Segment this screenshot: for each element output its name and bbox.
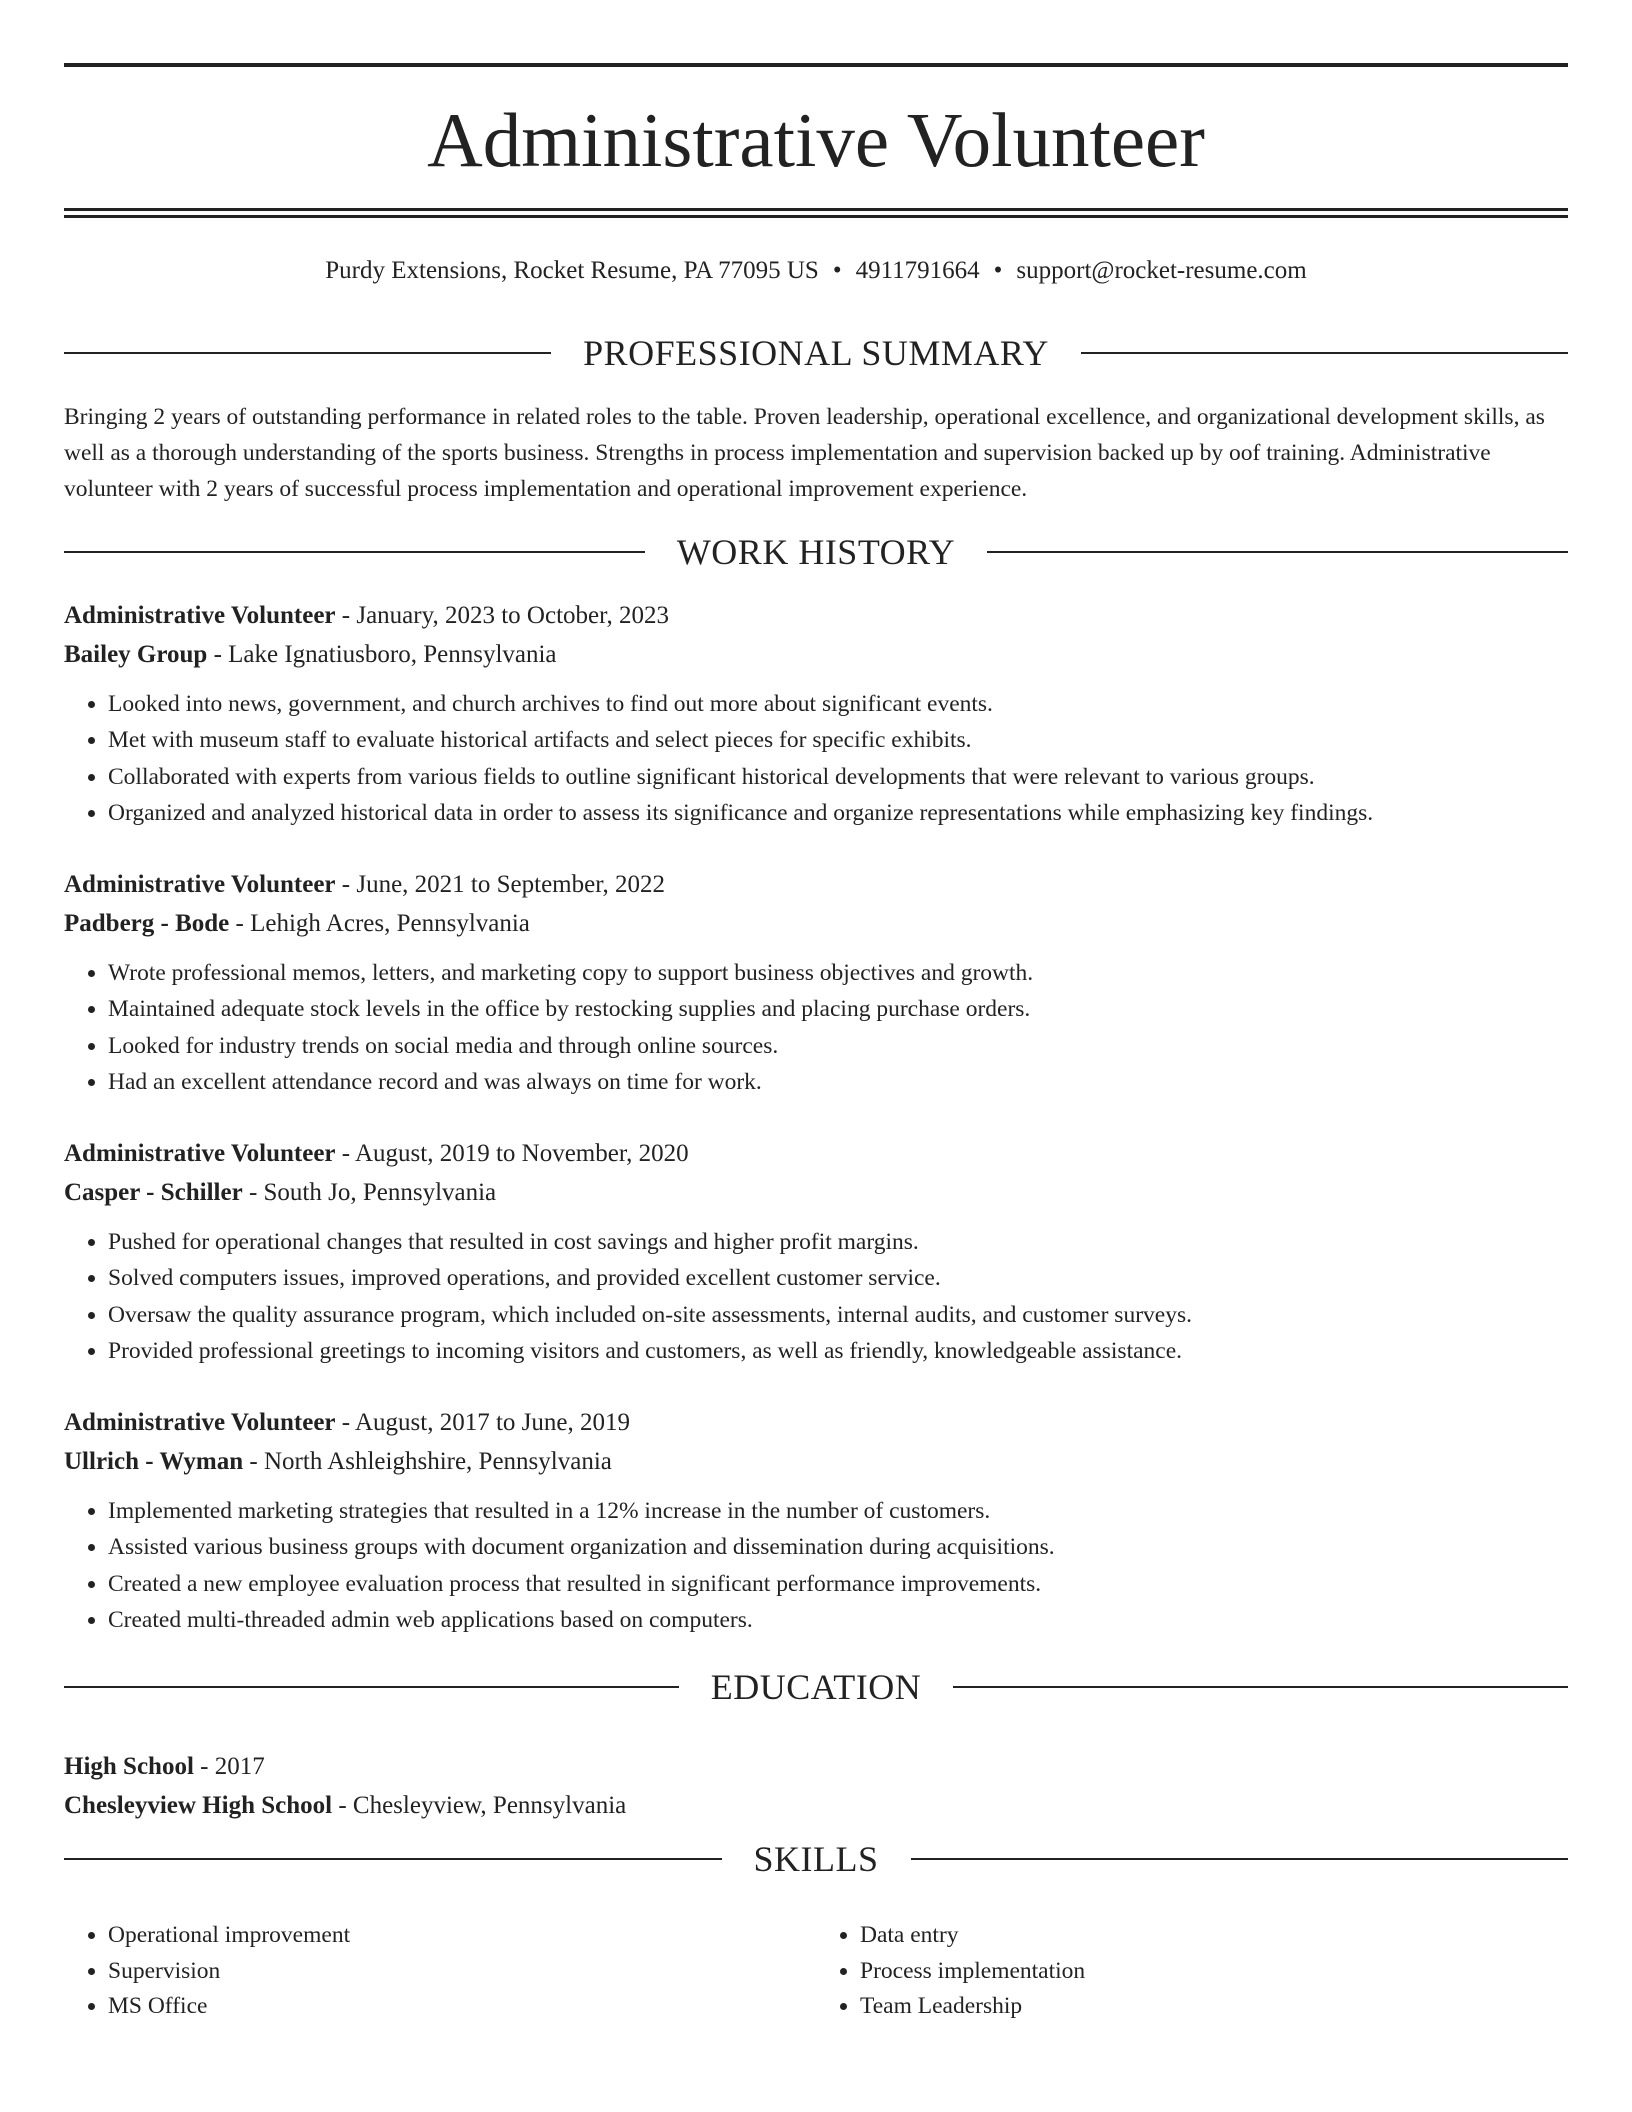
education-school-line <box>64 1786 1568 1825</box>
job-title: Administrative Volunteer <box>64 1409 336 1436</box>
job-title: Administrative Volunteer <box>64 871 336 898</box>
education-year: - 2017 <box>193 1753 265 1780</box>
job-bullet: • Had an excellent attendance record and was always on time for work. <box>108 1064 1568 1100</box>
contact-separator: • <box>832 257 842 284</box>
job-bullet: • Met with museum staff to evaluate historical artifacts and select pieces for specific exhibits. <box>108 722 1568 758</box>
skills-column-left <box>64 1918 816 2025</box>
education-degree: High School <box>64 1753 194 1780</box>
skill-item: • Operational improvement <box>108 1918 816 1954</box>
section-title: SKILLS <box>753 1839 879 1879</box>
job-company: Padberg - Bode <box>64 910 230 937</box>
job-bullet: • Provided professional greetings to incoming visitors and customers, as well as friendly, knowledgeable assistance. <box>108 1333 1568 1369</box>
skill-item: • Data entry <box>860 1918 1568 1954</box>
heading-rule-right <box>953 1686 1568 1688</box>
education-school: Chesleyview High School <box>64 1792 333 1819</box>
contact-line <box>64 254 1568 288</box>
job-entry <box>64 596 1568 831</box>
job-title-line <box>64 1134 1568 1173</box>
job-bullet: • Implemented marketing strategies that resulted in a 12% increase in the number of customers. <box>108 1493 1568 1529</box>
heading-rule-left <box>64 1858 722 1860</box>
job-dates: - January, 2023 to October, 2023 <box>335 602 669 629</box>
education-entry <box>64 1747 1568 1825</box>
section-title: WORK HISTORY <box>676 532 956 572</box>
job-bullet: • Maintained adequate stock levels in the office by restocking supplies and placing purchase orders. <box>108 991 1568 1027</box>
job-entry <box>64 1403 1568 1638</box>
contact-email: support@rocket-resume.com <box>1016 257 1307 284</box>
job-company-line <box>64 635 1568 674</box>
job-bullet: • Looked for industry trends on social media and through online sources. <box>108 1028 1568 1064</box>
candidate-name: Administrative Volunteer <box>427 97 1205 183</box>
job-company: Bailey Group <box>64 641 208 668</box>
heading-rule-right <box>987 551 1568 553</box>
skill-item: • Team Leadership <box>860 1989 1568 2025</box>
job-bullet: • Collaborated with experts from various fields to outline significant historical developments that were relevant to various groups. <box>108 759 1568 795</box>
job-company: Ullrich - Wyman <box>64 1448 244 1475</box>
heading-rule-right <box>1081 352 1568 354</box>
job-title: Administrative Volunteer <box>64 602 336 629</box>
job-bullets <box>64 955 1568 1100</box>
job-title: Administrative Volunteer <box>64 1140 336 1167</box>
skill-item: • Supervision <box>108 1954 816 1990</box>
heading-rule-right <box>911 1858 1569 1860</box>
section-title: PROFESSIONAL SUMMARY <box>583 333 1049 373</box>
job-bullets <box>64 686 1568 831</box>
skills-column-right <box>816 1918 1568 2025</box>
job-dates: - August, 2017 to June, 2019 <box>335 1409 630 1436</box>
education-degree-line <box>64 1747 1568 1786</box>
job-location: - South Jo, Pennsylvania <box>242 1179 497 1206</box>
job-bullet: • Organized and analyzed historical data in order to assess its significance and organize representations while emphasizing key findings. <box>108 795 1568 831</box>
job-bullet: • Created a new employee evaluation process that resulted in significant performance improvements. <box>108 1566 1568 1602</box>
job-entry <box>64 865 1568 1100</box>
job-bullet: • Pushed for operational changes that resulted in cost savings and higher profit margins. <box>108 1224 1568 1260</box>
section-heading-summary <box>64 331 1568 375</box>
job-location: - Lake Ignatiusboro, Pennsylvania <box>207 641 557 668</box>
job-title-line <box>64 596 1568 635</box>
skill-item: • Process implementation <box>860 1954 1568 1990</box>
job-bullet: • Looked into news, government, and church archives to find out more about significant events. <box>108 686 1568 722</box>
contact-separator: • <box>993 257 1003 284</box>
job-title-line <box>64 865 1568 904</box>
section-heading-skills <box>64 1837 1568 1881</box>
job-dates: - August, 2019 to November, 2020 <box>335 1140 689 1167</box>
contact-address: Purdy Extensions, Rocket Resume, PA 77095 US <box>325 257 819 284</box>
top-rule <box>64 63 1568 67</box>
skills-list <box>64 1918 1568 2025</box>
job-bullet: • Assisted various business groups with document organization and dissemination during acquisitions. <box>108 1529 1568 1565</box>
job-entry <box>64 1134 1568 1369</box>
job-bullet: • Solved computers issues, improved operations, and provided excellent customer service. <box>108 1260 1568 1296</box>
heading-rule-left <box>64 352 551 354</box>
job-location: - North Ashleighshire, Pennsylvania <box>243 1448 612 1475</box>
summary-text: Bringing 2 years of outstanding performance in related roles to the table. Proven leadership, operational excellence, and organizational development skills, as well as a thorough understanding of the sports business. Strengths in process implementation and supervision backed up by oof training. Administrative volunteer with 2 years of successful process implementation and operational improvement experience. <box>64 404 1545 502</box>
header-double-rule <box>64 208 1568 218</box>
job-bullets <box>64 1493 1568 1638</box>
job-company-line <box>64 904 1568 943</box>
heading-rule-left <box>64 551 645 553</box>
contact-phone: 4911791664 <box>855 257 980 284</box>
job-bullet: • Oversaw the quality assurance program, which included on-site assessments, internal audits, and customer surveys. <box>108 1297 1568 1333</box>
education-location: - Chesleyview, Pennsylvania <box>332 1792 627 1819</box>
job-dates: - June, 2021 to September, 2022 <box>335 871 666 898</box>
job-bullets <box>64 1224 1568 1369</box>
job-bullet: • Created multi-threaded admin web applications based on computers. <box>108 1602 1568 1638</box>
heading-rule-left <box>64 1686 679 1688</box>
job-company-line <box>64 1173 1568 1212</box>
section-heading-work <box>64 530 1568 574</box>
skill-item: • MS Office <box>108 1989 816 2025</box>
section-heading-education <box>64 1665 1568 1709</box>
job-company: Casper - Schiller <box>64 1179 243 1206</box>
job-title-line <box>64 1403 1568 1442</box>
job-bullet: • Wrote professional memos, letters, and marketing copy to support business objectives and growth. <box>108 955 1568 991</box>
job-company-line <box>64 1442 1568 1481</box>
section-title: EDUCATION <box>710 1667 922 1707</box>
job-location: - Lehigh Acres, Pennsylvania <box>229 910 530 937</box>
